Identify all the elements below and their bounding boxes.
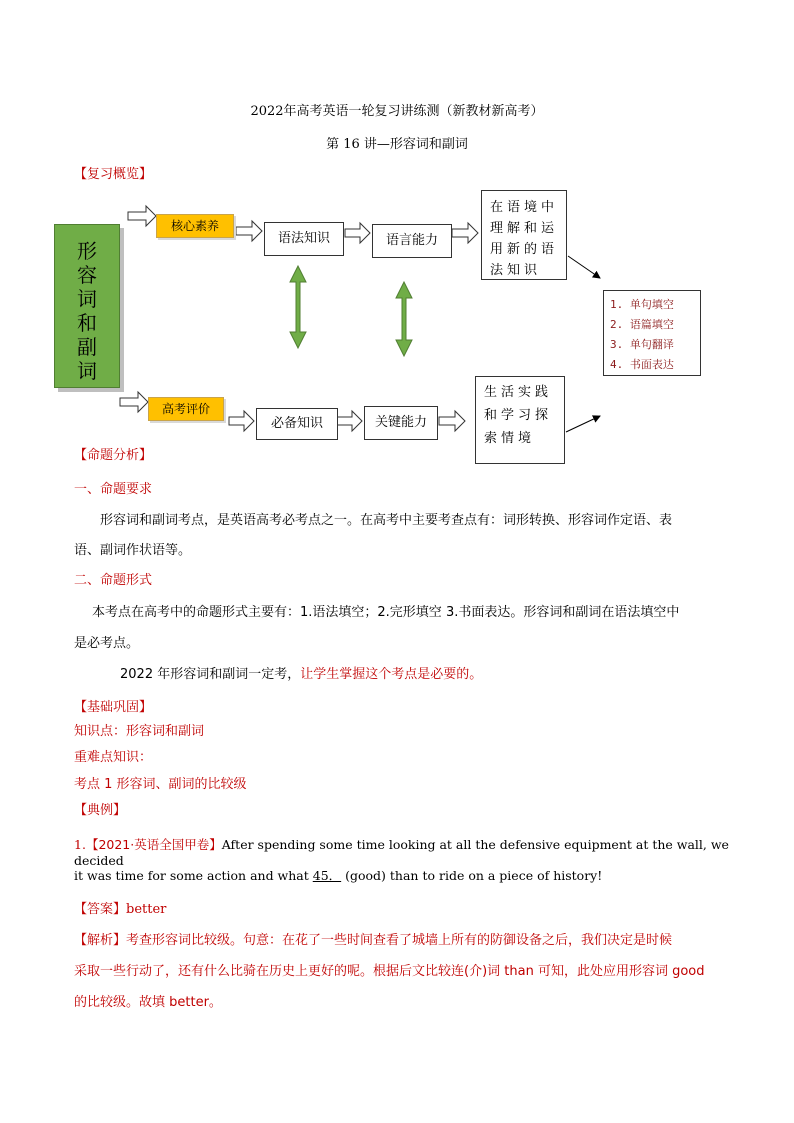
context-box-2: 生活实践和学习探索情境 — [475, 376, 565, 464]
language-ability-box: 语言能力 — [372, 224, 452, 258]
form-text-line2: 是必考点。 — [74, 636, 140, 651]
form-text-line3: 2022 年形容词和副词一定考，让学生掌握这个考点是必要的。 — [120, 667, 483, 682]
requirement-text-line1: 形容词和副词考点，是英语高考必考点之一。在高考中主要考查点有：词形转换、形容词作定语、表 — [100, 513, 673, 528]
key-points-label: 重难点知识： — [74, 750, 153, 765]
requirement-text-line2: 语、副词作状语等。 — [74, 543, 192, 558]
point-1: 考点 1 形容词、副词的比较级 — [74, 777, 247, 792]
essential-knowledge-box: 必备知识 — [256, 408, 338, 440]
topic-block: 形 容 词 和 副 词 — [54, 224, 120, 388]
answer-blank: 45． — [312, 868, 342, 883]
exam-evaluation-label: 高考评价 — [148, 397, 224, 421]
analysis-line2: 采取一些行动了，还有什么比骑在历史上更好的呢。根据后文比较连(介)词 than 可知，此处应用形容词 good — [74, 964, 705, 979]
question-type-list: 1. 单句填空 2. 语篇填空 3. 单句翻译 4. 书面表达 — [603, 290, 701, 376]
overview-heading: 【复习概览】 — [74, 167, 153, 182]
form-title: 二、命题形式 — [74, 573, 153, 588]
form-text-line1: 本考点在高考中的命题形式主要有：1.语法填空；2.完形填空 3.书面表达。形容词和副词在语法填空中 — [92, 605, 680, 620]
analysis-line3: 的比较级。故填 better。 — [74, 995, 222, 1010]
basics-heading: 【基础巩固】 — [74, 700, 153, 715]
example-line2: it was time for some action and what 45． (good) than to ride on a piece of history! — [74, 868, 603, 883]
example-heading: 【典例】 — [74, 803, 127, 818]
analysis-heading: 【命题分析】 — [74, 448, 153, 463]
document-subtitle: 第 16 讲—形容词和副词 — [326, 137, 468, 152]
document-title: 2022年高考英语一轮复习讲练测（新教材新高考） — [250, 104, 544, 119]
double-arrow-right — [396, 282, 412, 356]
double-arrow-left — [290, 266, 306, 348]
knowledge-point: 知识点：形容词和副词 — [74, 724, 205, 739]
grammar-knowledge-box: 语法知识 — [264, 222, 344, 256]
answer-line: 【答案】better — [74, 902, 167, 917]
core-literacy-label: 核心素养 — [156, 214, 234, 238]
example-line1: 1.【2021·英语全国甲卷】After spending some time looking at all the defensive equipment at the wall, we decided — [74, 837, 729, 868]
key-ability-box: 关键能力 — [364, 406, 438, 440]
requirement-title: 一、命题要求 — [74, 482, 153, 497]
context-box-1: 在语境中理解和运用新的语法知识 — [481, 190, 567, 280]
analysis-line1: 【解析】考查形容词比较级。句意：在花了一些时间查看了城墙上所有的防御设备之后，我们决定是时候 — [74, 933, 673, 948]
